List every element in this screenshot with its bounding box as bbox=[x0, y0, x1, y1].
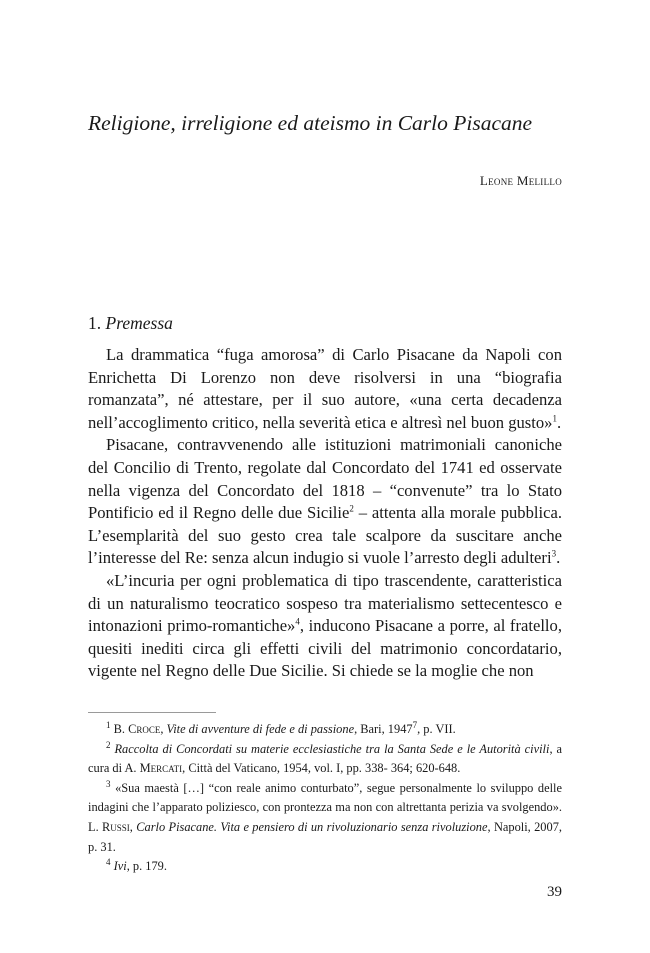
section-number: 1. bbox=[88, 313, 102, 333]
text-run: , bbox=[129, 819, 137, 834]
text-run: , Bari, 1947 bbox=[354, 722, 413, 736]
footnote-number: 4 bbox=[106, 857, 111, 868]
text-run: – attenta alla morale pubblica. L’esemplarità del suo gesto crea tale scalpore da suscitare anche l’interesse del Re: senza alcun indugio si vuole l’arresto degli adulteri bbox=[88, 503, 562, 568]
text-run: «Sua maestà […] “con reale animo conturbato”, segue personalmente lo sviluppo delle indagini che l’apparato poliziesco, con prontezza ma non con altrettanta perizia va svolgendo». L. bbox=[88, 780, 562, 834]
footnote-author: Russi bbox=[102, 819, 130, 834]
footnote-work-title: Vite di avventure di fede e di passione bbox=[166, 722, 355, 736]
footnote-ref: 1 bbox=[552, 413, 557, 424]
section-title: Premessa bbox=[105, 313, 173, 333]
text-run: , inducono Pisacane a porre, al fratello, quesiti inediti circa gli effetti civili del matrimonio concordatario, vigente nel Regno delle Due Sicilie. Si chiede se la moglie che non bbox=[88, 616, 562, 681]
footnote-author: Mercati bbox=[139, 761, 183, 776]
edition-superscript: 7 bbox=[412, 719, 418, 730]
paragraph bbox=[88, 344, 562, 434]
section-heading bbox=[88, 311, 173, 335]
footnote-number: 2 bbox=[106, 739, 111, 750]
text-run: , Città del Vaticano, 1954, vol. I, pp. 338- 364; 620-648. bbox=[182, 761, 461, 776]
footnote-ibid: Ivi bbox=[113, 859, 127, 874]
text-run: , bbox=[160, 722, 167, 736]
body-text bbox=[88, 344, 562, 683]
footnote-separator bbox=[88, 712, 216, 713]
footnote-number: 1 bbox=[106, 719, 111, 730]
footnote-author: B. Croce bbox=[113, 722, 161, 736]
footnote-ref: 4 bbox=[295, 616, 300, 627]
text-run: , Napoli, 2007, p. 31. bbox=[88, 819, 562, 854]
footnote bbox=[88, 720, 562, 740]
article-author: Leone Melillo bbox=[479, 173, 562, 188]
footnote bbox=[88, 740, 562, 779]
text-run: . bbox=[556, 548, 561, 568]
text-run: Pisacane, contravvenendo alle istituzioni matrimoniali canoniche del Concilio di Trento, regolate dal Concordato del 1741 ed osservate nella vigenza del Concordato del 1818 – “convenute” tra lo Stato Pontificio ed il Regno delle due Sicilie bbox=[88, 435, 562, 523]
paragraph bbox=[88, 434, 562, 570]
text-run: «L’incuria per ogni problematica di tipo trascendente, caratteristica di un naturalismo teocratico sospeso tra materialismo settecentesco e intonazioni primo-romantiche» bbox=[88, 570, 562, 636]
footnote bbox=[88, 779, 562, 857]
text-run: , a cura di A. bbox=[88, 741, 563, 776]
footnote-work-title: Carlo Pisacane. Vita e pensiero di un rivoluzionario senza rivoluzione bbox=[136, 819, 488, 834]
article-title: Religione, irreligione ed ateismo in Carlo Pisacane bbox=[88, 111, 533, 135]
text-run: La drammatica “fuga amorosa” di Carlo Pisacane da Napoli con Enrichetta Di Lorenzo non deve risolversi in una “biografia romanzata”, né attestare, per il suo autore, «una certa decadenza nell’accoglimento critico, nella severità etica e altresì nel buon gusto» bbox=[88, 345, 562, 432]
footnote-ref: 2 bbox=[349, 503, 354, 514]
text-run: , p. 179. bbox=[126, 859, 167, 874]
text-run: , p. VII. bbox=[417, 722, 456, 736]
page-number: 39 bbox=[547, 884, 562, 900]
paragraph bbox=[88, 570, 562, 683]
text-run: . bbox=[556, 412, 562, 432]
footnote-number: 3 bbox=[106, 778, 111, 789]
footnotes bbox=[88, 720, 562, 877]
footnote bbox=[88, 857, 562, 877]
footnote-work-title: Raccolta di Concordati su materie ecclesiastiche tra la Santa Sede e le Autorità civili bbox=[114, 741, 550, 756]
footnote-ref: 3 bbox=[551, 548, 557, 559]
